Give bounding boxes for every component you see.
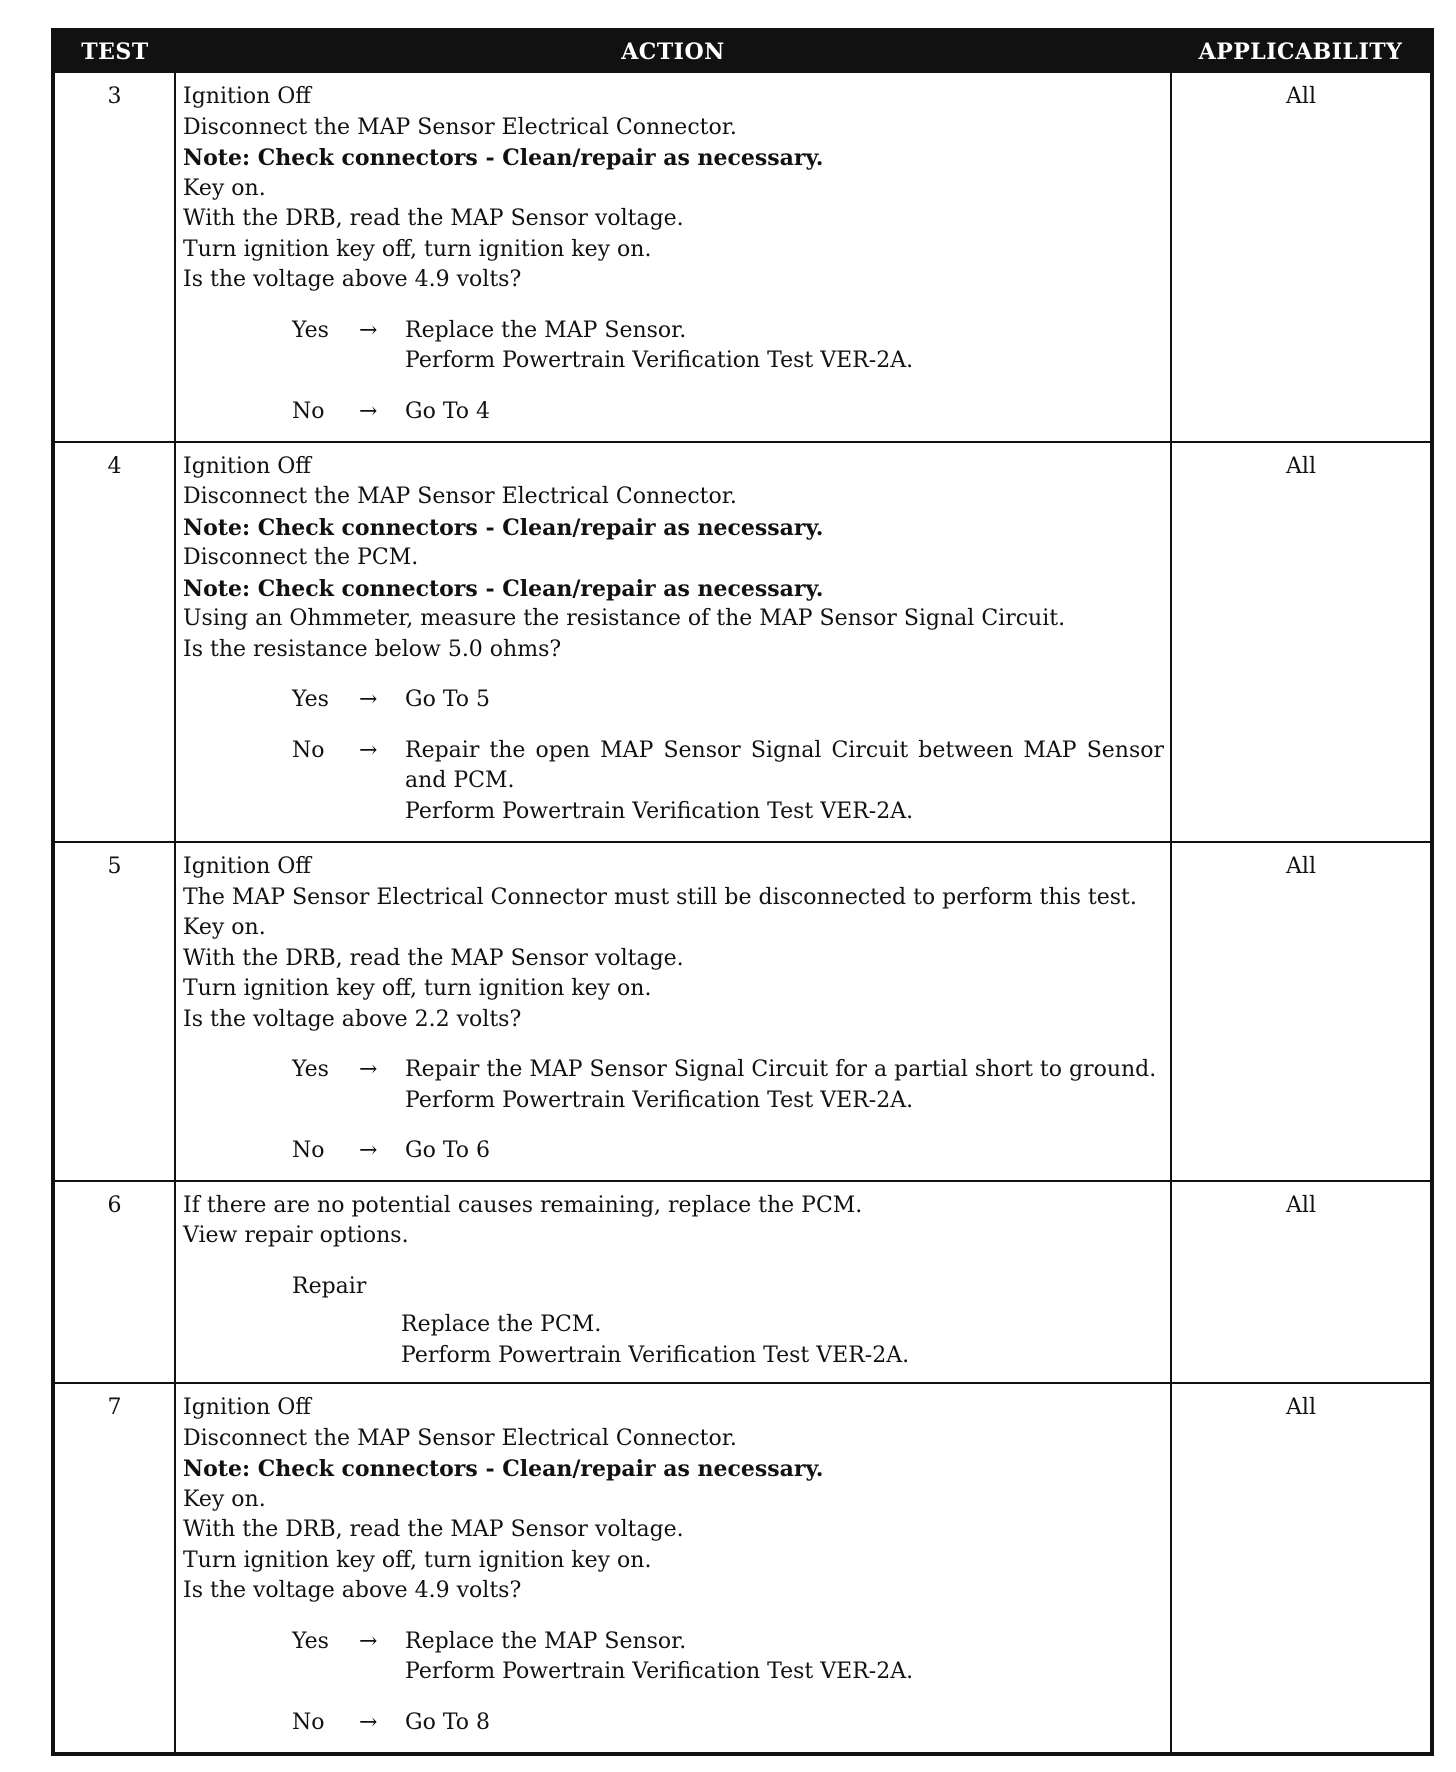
applicability-value: All: [1171, 72, 1432, 442]
step-line: Key on.: [183, 175, 266, 201]
repair-text: [401, 1310, 1164, 1371]
step-line: Is the voltage above 2.2 volts?: [183, 1006, 522, 1032]
option-yes: [183, 1055, 1164, 1116]
note-line: Note: Check connectors - Clean/repair as necessary.: [183, 514, 824, 541]
test-number: 7: [53, 1383, 175, 1754]
applicability-value: All: [1171, 842, 1432, 1181]
option-yes: [183, 316, 1164, 377]
note-line: Note: Check connectors - Clean/repair as necessary.: [183, 575, 824, 602]
applicability-value: All: [1171, 442, 1432, 843]
option-key: No: [292, 398, 325, 424]
step-line: Key on.: [183, 915, 266, 941]
step-line: Disconnect the PCM.: [183, 545, 419, 571]
table-body: [53, 72, 1432, 1754]
test-number: 6: [53, 1181, 175, 1384]
option-key: Yes: [292, 1057, 329, 1083]
step-line: Is the resistance below 5.0 ohms?: [183, 636, 562, 662]
applicability-value: All: [1171, 1383, 1432, 1754]
option-key: Yes: [292, 317, 329, 343]
option-yes: [183, 1627, 1164, 1688]
option-line: Perform Powertrain Verification Test VER-2A.: [405, 348, 914, 373]
step-line: Ignition Off: [183, 84, 311, 109]
option-key: Yes: [292, 1628, 329, 1654]
arrow-right-icon: →: [359, 737, 378, 763]
step-line: Using an Ohmmeter, measure the resistance of the MAP Sensor Signal Circuit.: [183, 606, 1066, 632]
repair-line: Perform Powertrain Verification Test VER-2A.: [401, 1342, 910, 1368]
step-line: Is the voltage above 4.9 volts?: [183, 1578, 522, 1604]
arrow-right-icon: →: [359, 1138, 378, 1164]
step-line: Disconnect the MAP Sensor Electrical Connector.: [183, 1425, 737, 1451]
table-row: [53, 842, 1432, 1181]
action-cell: [175, 1383, 1171, 1754]
option-line: Go To 8: [405, 1709, 491, 1735]
action-cell: [175, 72, 1171, 442]
action-cell: [175, 442, 1171, 843]
option-text: [405, 1136, 1164, 1167]
option-text: [405, 1055, 1164, 1116]
step-line: Disconnect the MAP Sensor Electrical Connector.: [183, 484, 737, 510]
option-key: No: [292, 737, 325, 763]
step-line: Key on.: [183, 1486, 266, 1512]
diagnostic-test-table: [51, 28, 1434, 1756]
option-key: No: [292, 1138, 325, 1164]
step-line: Ignition Off: [183, 1395, 311, 1421]
test-number: 3: [53, 72, 175, 442]
step-line: If there are no potential causes remaining, replace the PCM.: [183, 1192, 863, 1218]
option-text: [405, 397, 1164, 428]
repair-options: [183, 1272, 1164, 1372]
option-text: [405, 736, 1164, 828]
arrow-right-icon: →: [359, 1057, 378, 1083]
arrow-right-icon: →: [359, 317, 378, 343]
table-row: [53, 1383, 1432, 1754]
arrow-right-icon: →: [359, 398, 378, 424]
action-cell: [175, 842, 1171, 1181]
option-key: No: [292, 1709, 325, 1735]
table-row: [53, 442, 1432, 843]
table-header-row: [53, 30, 1432, 72]
option-yes: [183, 685, 1164, 716]
column-header-applicability: APPLICABILITY: [1171, 30, 1432, 72]
diagnostic-test-table-page: [51, 28, 1430, 1756]
step-line: View repair options.: [183, 1223, 409, 1249]
option-line: Go To 4: [405, 398, 491, 424]
arrow-right-icon: →: [359, 1709, 378, 1735]
option-text: [405, 316, 1164, 377]
repair-label: Repair: [292, 1273, 367, 1299]
step-line: Turn ignition key off, turn ignition key on.: [183, 976, 652, 1002]
table-row: [53, 72, 1432, 442]
step-line: With the DRB, read the MAP Sensor voltage.: [183, 945, 684, 971]
option-text: [405, 1708, 1164, 1739]
action-cell: [175, 1181, 1171, 1384]
option-text: [405, 1627, 1164, 1688]
step-line: Turn ignition key off, turn ignition key on.: [183, 1547, 652, 1573]
step-line: Is the voltage above 4.9 volts?: [183, 267, 522, 292]
option-line: Go To 5: [405, 687, 491, 713]
note-line: Note: Check connectors - Clean/repair as necessary.: [183, 1456, 824, 1483]
option-line: Replace the MAP Sensor.: [405, 317, 687, 343]
option-line: Perform Powertrain Verification Test VER-2A.: [405, 798, 914, 824]
step-line: The MAP Sensor Electrical Connector must still be disconnected to perform this test.: [183, 884, 1137, 910]
option-line: Perform Powertrain Verification Test VER-2A.: [405, 1659, 914, 1685]
arrow-right-icon: →: [359, 687, 378, 713]
arrow-right-icon: →: [359, 1628, 378, 1654]
option-no: [183, 397, 1164, 428]
option-no: [183, 736, 1164, 828]
repair-line: Replace the PCM.: [401, 1312, 602, 1338]
option-line: Repair the MAP Sensor Signal Circuit for a partial short to ground.: [405, 1057, 1157, 1083]
step-line: With the DRB, read the MAP Sensor voltage.: [183, 1517, 684, 1543]
note-line: Note: Check connectors - Clean/repair as necessary.: [183, 145, 824, 171]
step-line: With the DRB, read the MAP Sensor voltage.: [183, 206, 684, 231]
column-header-action: ACTION: [175, 30, 1171, 72]
option-line: Repair the open MAP Sensor Signal Circuit between MAP Sensor and PCM.: [405, 737, 1164, 794]
step-line: Ignition Off: [183, 854, 311, 880]
option-text: [405, 685, 1164, 716]
table-row: [53, 1181, 1432, 1384]
option-line: Go To 6: [405, 1138, 491, 1164]
step-line: Ignition Off: [183, 453, 311, 479]
option-no: [183, 1708, 1164, 1739]
test-number: 4: [53, 442, 175, 843]
step-line: Disconnect the MAP Sensor Electrical Connector.: [183, 114, 737, 140]
option-line: Replace the MAP Sensor.: [405, 1628, 687, 1654]
applicability-value: All: [1171, 1181, 1432, 1384]
test-number: 5: [53, 842, 175, 1181]
column-header-test: TEST: [53, 30, 175, 72]
option-no: [183, 1136, 1164, 1167]
option-line: Perform Powertrain Verification Test VER-2A.: [405, 1087, 914, 1113]
option-key: Yes: [292, 687, 329, 713]
step-line: Turn ignition key off, turn ignition key on.: [183, 236, 652, 262]
